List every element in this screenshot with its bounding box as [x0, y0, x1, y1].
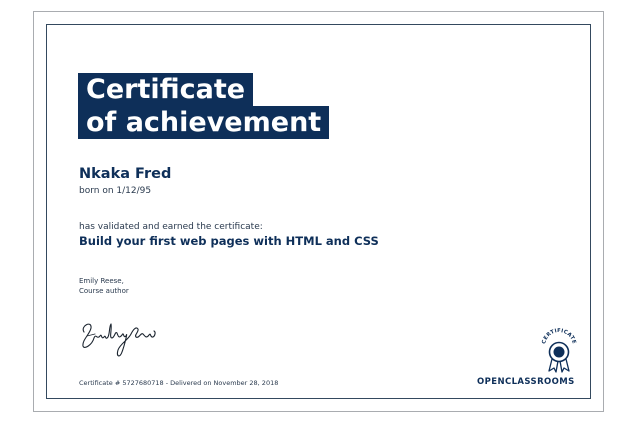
certificate-badge-icon [537, 326, 581, 374]
author-name: Emily Reese, [79, 277, 124, 285]
recipient-name: Nkaka Fred [79, 166, 172, 182]
svg-text:CERTIFICATE: CERTIFICATE [541, 327, 577, 345]
certificate-title-line-2: of achievement [78, 106, 329, 139]
openclassrooms-logo: OPENCLASSROOMS [477, 377, 575, 387]
validated-statement: has validated and earned the certificate: [79, 222, 263, 232]
author-role: Course author [79, 287, 129, 295]
course-title: Build your first web pages with HTML and CSS [79, 234, 379, 248]
author-signature [78, 312, 160, 360]
certificate-title-line-1: Certificate [78, 73, 253, 106]
certificate-footer: Certificate # 5727680718 - Delivered on November 28, 2018 [79, 379, 279, 387]
birth-date: born on 1/12/95 [79, 186, 152, 196]
